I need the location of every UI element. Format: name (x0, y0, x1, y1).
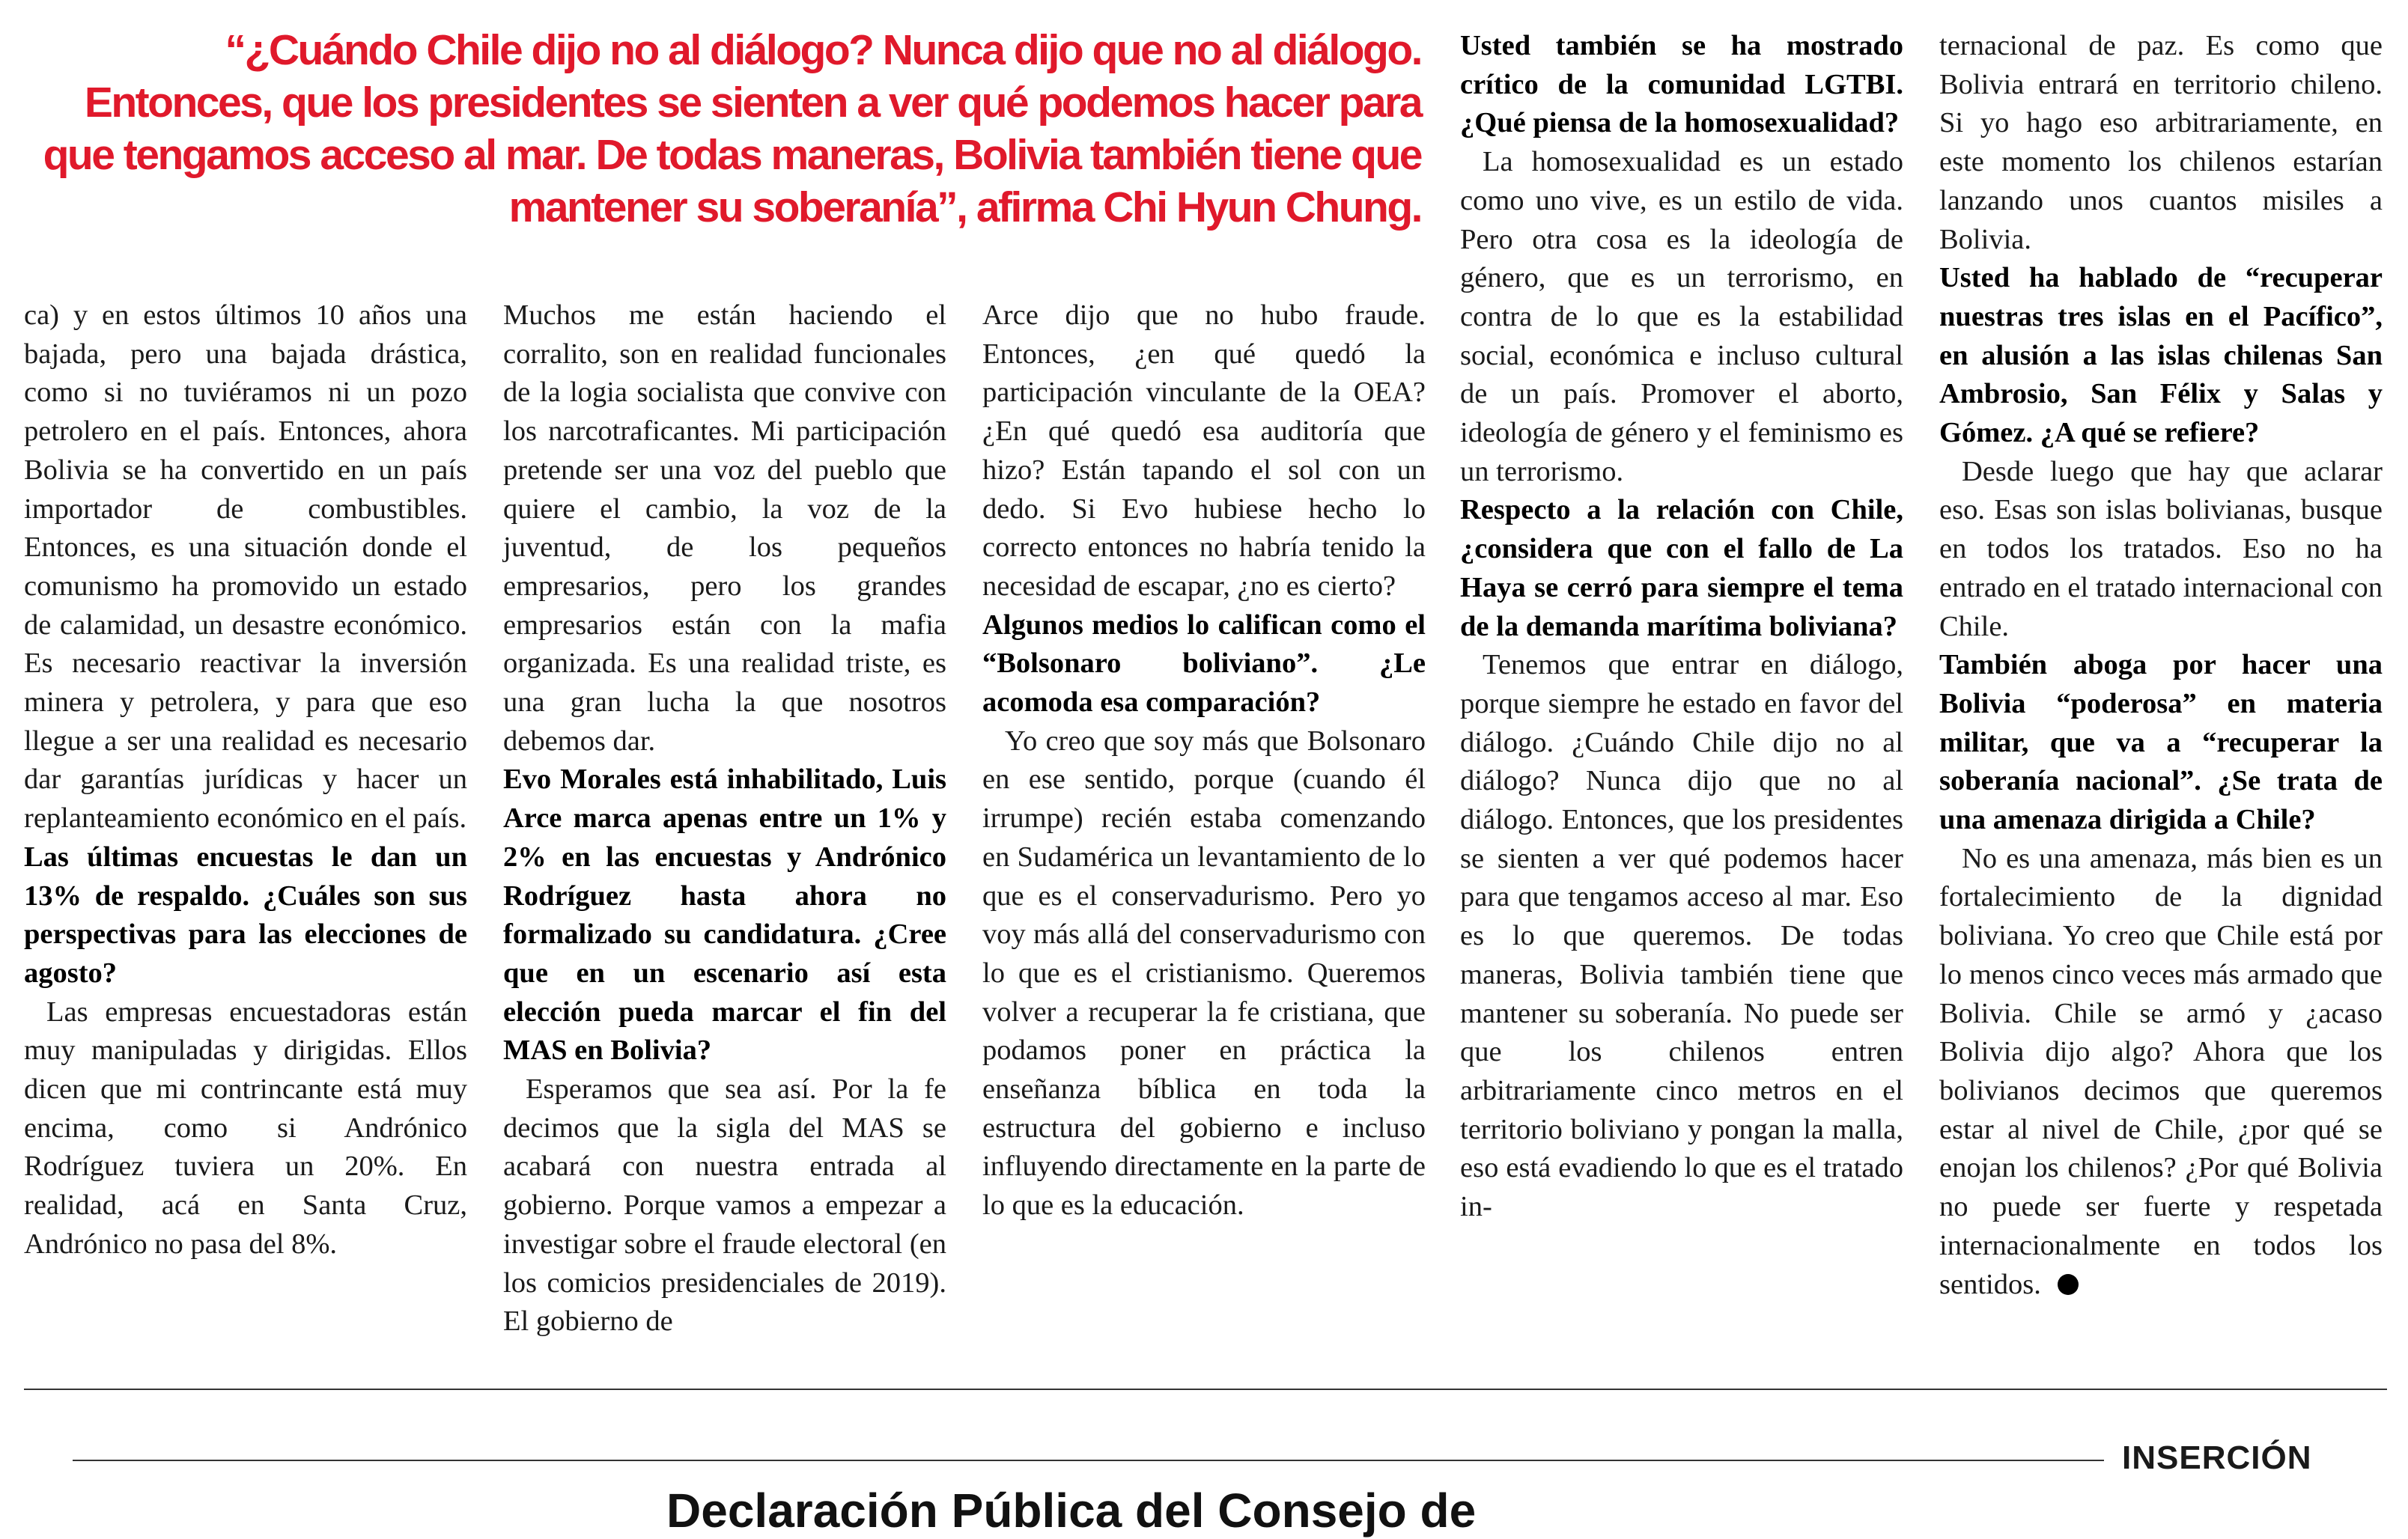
paragraph-text: Tenemos que entrar en diálogo, porque siempre he estado en favor del diálogo. ¿Cuándo Chile dijo no al diálogo? Nunca dijo que no al diálogo. Entonces, que los presidentes se sienten a ver qué podemos hacer para que tengamos acceso al mar. Eso es lo que queremos. De todas maneras, Bolivia también tiene que mantener su soberanía. No puede ser que los chilenos entren arbitrariamente cinco metros en el territorio boliviano y pongan la malla, eso está evadiendo lo que es el tratado in- (1460, 649, 1903, 1223)
paragraph-text: Usted ha hablado de “recuperar nuestras tres islas en el Pacífico”, en alusión a las islas chilenas San Ambrosio, San Félix y Salas y Gómez. ¿A qué se refiere? (1939, 262, 2383, 449)
interview-question (24, 838, 467, 993)
article-paragraph (982, 722, 1426, 1225)
article-paragraph (503, 296, 946, 761)
interview-question (1939, 259, 2383, 453)
insertion-label: INSERCIÓN (2122, 1439, 2312, 1476)
paragraph-text: Respecto a la relación con Chile, ¿considera que con el fallo de La Haya se cerró para siempre el tema de la demanda marítima boliviana? (1460, 494, 1903, 642)
paragraph-text: Las empresas encuestadoras están muy manipuladas y dirigidas. Ellos dicen que mi contrincante está muy encima, como si Andrónico Rodríguez tuviera un 20%. En realidad, acá en Santa Cruz, Andrónico no pasa del 8%. (24, 996, 467, 1260)
interview-question (1460, 27, 1903, 143)
paragraph-text: Algunos medios lo califican como el “Bolsonaro boliviano”. ¿Le acomoda esa comparación? (982, 609, 1426, 719)
article-paragraph (503, 1070, 946, 1341)
paragraph-text: La homosexualidad es un estado como uno vive, es un estilo de vida. Pero otra cosa es la ideología de género, que es un terrorismo, en contra de lo que es la estabilidad social, económica e incluso cultural de un país. Promover el aborto, ideología de género y el feminismo es un terrorismo. (1460, 146, 1903, 487)
article-paragraph (24, 296, 467, 838)
interview-question (982, 606, 1426, 722)
article-column-1 (24, 296, 467, 1264)
article-paragraph (1939, 840, 2383, 1304)
interview-question (503, 761, 946, 1070)
pull-quote: “¿Cuándo Chile dijo no al diálogo? Nunca dijo que no al diálogo. Entonces, que los presidentes se sienten a ver qué podemos hacer para que tengamos acceso al mar. De todas maneras, Bolivia también tiene que mantener su soberanía”, afirma Chi Hyun Chung. (43, 26, 1421, 231)
paragraph-text: Evo Morales está inhabilitado, Luis Arce marca apenas entre un 1% y 2% en las encuestas y Andrónico Rodríguez hasta ahora no formalizado su candidatura. ¿Cree que en un escenario así esta elección pueda marcar el fin del MAS en Bolivia? (503, 764, 946, 1067)
paragraph-text: ca) y en estos últimos 10 años una bajada, pero una bajada drástica, como si no tuviéramos ni un pozo petrolero en el país. Entonces, ahora Bolivia se ha convertido en un país importador de combustibles. Entonces, es una situación donde el comunismo ha promovido un estado de calamidad, un desastre económico. Es necesario reactivar la inversión minera y petrolera, y para que eso llegue a ser una realidad es necesario dar garantías jurídicas y hacer un replanteamiento económico en el país. (24, 299, 467, 835)
section-divider (24, 1389, 2387, 1390)
article-column-5 (1939, 27, 2383, 1304)
paragraph-text: Esperamos que sea así. Por la fe decimos que la sigla del MAS se acabará con nuestra entrada al gobierno. Porque vamos a empezar a investigar sobre el fraude electoral (en los comicios presidenciales de 2019). El gobierno de (503, 1073, 946, 1338)
next-article-headline: Declaración Pública del Consejo de (666, 1484, 1477, 1538)
interview-question (1939, 646, 2383, 840)
paragraph-text: No es una amenaza, más bien es un fortalecimiento de la dignidad boliviana. Yo creo que Chile está por lo menos cinco veces más armado que Bolivia. Chile se armó y ¿acaso Bolivia dijo algo? Ahora que los bolivianos decimos que queremos estar al nivel de Chile, ¿por qué se enojan los chilenos? ¿Por qué Bolivia no puede ser fuerte y respetada internacionalmente en todos los sentidos. (1939, 842, 2383, 1300)
paragraph-text: Desde luego que hay que aclarar eso. Esas son islas bolivianas, busque en todos los tratados. Eso no ha entrado en el tratado internacional con Chile. (1939, 455, 2383, 642)
article-paragraph (1939, 27, 2383, 259)
paragraph-text: Arce dijo que no hubo fraude. Entonces, ¿en qué quedó la participación vinculante de la OEA? ¿En qué quedó esa auditoría que hizo? Están tapando el sol con un dedo. Si Evo hubiese hecho lo correcto entonces no habría tenido la necesidad de escapar, ¿no es cierto? (982, 299, 1426, 602)
article-paragraph (982, 296, 1426, 606)
paragraph-text: Muchos me están haciendo el corralito, son en realidad funcionales de la logia socialista que convive con los narcotraficantes. Mi participación pretende ser una voz del pueblo que quiere el cambio, la voz de la juventud, de los pequeños empresarios, pero los grandes empresarios están con la mafia organizada. Es una realidad triste, es una gran lucha la que nosotros debemos dar. (503, 299, 946, 757)
article-column-2 (503, 296, 946, 1341)
article-paragraph (1460, 646, 1903, 1227)
paragraph-text: Usted también se ha mostrado crítico de la comunidad LGTBI. ¿Qué piensa de la homosexualidad? (1460, 30, 1903, 139)
paragraph-text: También aboga por hacer una Bolivia “poderosa” en materia militar, que va a “recuperar la soberanía nacional”. ¿Se trata de una amenaza dirigida a Chile? (1939, 649, 2383, 836)
paragraph-text: Las últimas encuestas le dan un 13% de respaldo. ¿Cuáles son sus perspectivas para las elecciones de agosto? (24, 841, 467, 989)
paragraph-text: ternacional de paz. Es como que Bolivia entrará en territorio chileno. Si yo hago eso arbitrariamente, en este momento los chilenos estarían lanzando unos cuantos misiles a Bolivia. (1939, 30, 2383, 255)
article-column-3 (982, 296, 1426, 1225)
insertion-rule (73, 1460, 2104, 1461)
paragraph-text: Yo creo que soy más que Bolsonaro en ese sentido, porque (cuando él irrumpe) recién estaba comenzando en Sudamérica un levantamiento de lo que es el conservadurismo. Pero yo voy más allá del conservadurismo con lo que es el cristianismo. Queremos volver a recuperar la fe cristiana, que podamos poner en práctica la enseñanza bíblica en toda la estructura del gobierno e incluso influyendo directamente en la parte de lo que es la educación. (982, 725, 1426, 1222)
article-paragraph (24, 993, 467, 1264)
interview-question (1460, 491, 1903, 646)
article-column-4 (1460, 27, 1903, 1227)
end-mark-icon (2058, 1274, 2079, 1295)
article-paragraph (1460, 143, 1903, 491)
article-paragraph (1939, 453, 2383, 647)
